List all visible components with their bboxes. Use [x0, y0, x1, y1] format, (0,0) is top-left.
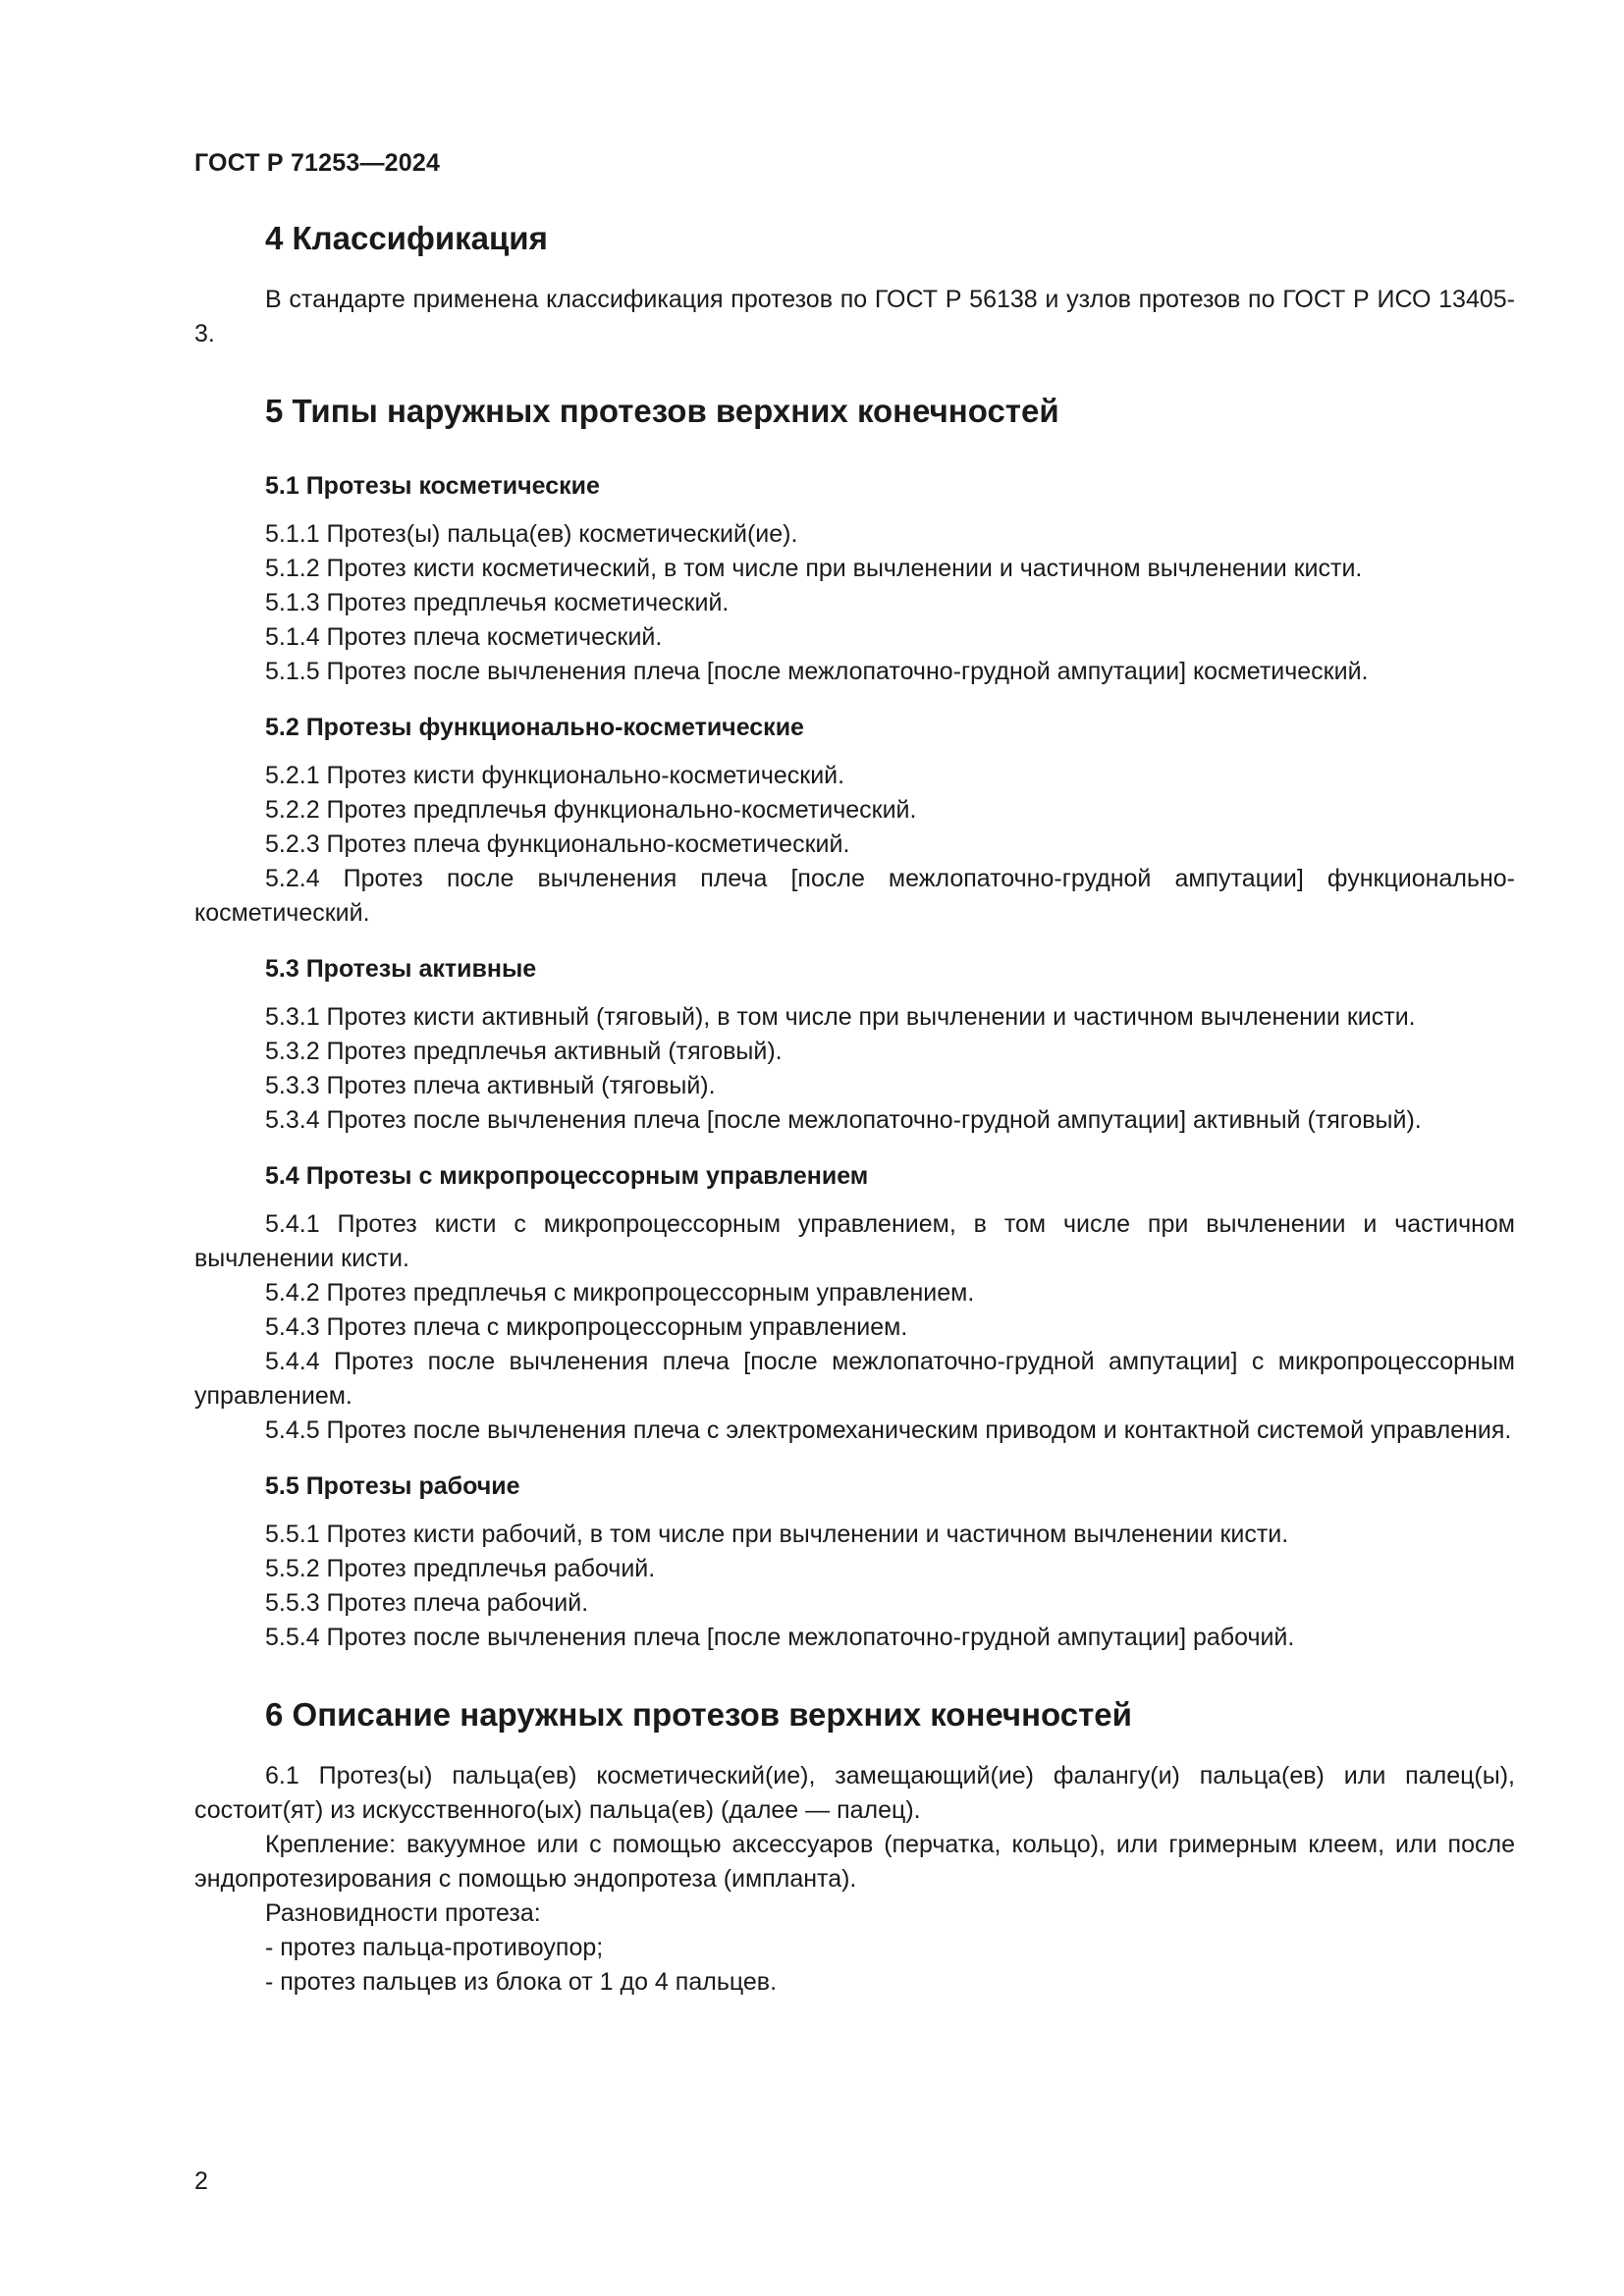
item-5-3-4: 5.3.4 Протез после вычленения плеча [после межлопаточно-грудной ампутации] активный (тяговый).: [265, 1106, 1422, 1134]
item-5-5-1: 5.5.1 Протез кисти рабочий, в том числе при вычленении и частичном вычленении кисти.: [265, 1521, 1289, 1548]
section-4-text: В стандарте применена классификация протезов по ГОСТ Р 56138 и узлов протезов по ГОСТ Р ИСО 13405-3.: [194, 286, 1515, 347]
paragraph-6-1: 6.1 Протез(ы) пальца(ев) косметический(ие), замещающий(ие) фалангу(и) пальца(ев) или палец(ы), состоит(ят) из искусственного(ых) пальца(ев) (далее — палец).: [194, 1762, 1515, 1824]
item-5-1-5: 5.1.5 Протез после вычленения плеча [после межлопаточно-грудной ампутации] косметический.: [265, 658, 1369, 685]
item-5-1-2: 5.1.2 Протез кисти косметический, в том числе при вычленении и частичном вычленении кисти.: [265, 555, 1363, 582]
item-5-4-2: 5.4.2 Протез предплечья с микропроцессорным управлением.: [265, 1279, 975, 1307]
section-5-3-title: 5.3 Протезы активные: [265, 955, 537, 983]
item-5-1-1: 5.1.1 Протез(ы) пальца(ев) косметический(ие).: [265, 520, 798, 548]
section-5-4-title: 5.4 Протезы с микропроцессорным управлением: [265, 1162, 869, 1190]
variants-heading: Разновидности протеза:: [265, 1899, 541, 1927]
item-5-3-2: 5.3.2 Протез предплечья активный (тяговый).: [265, 1038, 783, 1065]
item-5-4-3: 5.4.3 Протез плеча с микропроцессорным управлением.: [265, 1313, 908, 1341]
section-5-2-title: 5.2 Протезы функционально-косметические: [265, 714, 804, 741]
item-5-4-1: 5.4.1 Протез кисти с микропроцессорным управлением, в том числе при вычленении и частичном вычленении кисти.: [194, 1210, 1515, 1272]
attachment-paragraph: Крепление: вакуумное или с помощью аксессуаров (перчатка, кольцо), или гримерным клеем, или после эндопротезирования с помощью эндопротеза (импланта).: [194, 1831, 1515, 1893]
item-5-5-2: 5.5.2 Протез предплечья рабочий.: [265, 1555, 656, 1582]
section-4-title: 4 Классификация: [265, 220, 548, 256]
document-id: ГОСТ Р 71253—2024: [194, 149, 441, 177]
item-5-2-4: 5.2.4 Протез после вычленения плеча [после межлопаточно-грудной ампутации] функционально-косметический.: [194, 865, 1515, 927]
list-item: - протез пальца-противоупор;: [265, 1934, 604, 1961]
document-body: [194, 218, 1515, 2000]
section-5-5-title: 5.5 Протезы рабочие: [265, 1472, 520, 1500]
item-5-2-2: 5.2.2 Протез предплечья функционально-косметический.: [265, 796, 917, 824]
item-5-4-5: 5.4.5 Протез после вычленения плеча с электромеханическим приводом и контактной системой управления.: [265, 1416, 1512, 1444]
section-5-title: 5 Типы наружных протезов верхних конечностей: [265, 393, 1059, 429]
item-5-5-3: 5.5.3 Протез плеча рабочий.: [265, 1589, 589, 1617]
page-number: 2: [194, 2167, 208, 2195]
item-5-4-4: 5.4.4 Протез после вычленения плеча [после межлопаточно-грудной ампутации] с микропроцессорным управлением.: [194, 1348, 1515, 1410]
item-5-1-3: 5.1.3 Протез предплечья косметический.: [265, 589, 730, 616]
section-6-title: 6 Описание наружных протезов верхних конечностей: [265, 1696, 1132, 1733]
section-5-1-title: 5.1 Протезы косметические: [265, 472, 600, 500]
item-5-3-3: 5.3.3 Протез плеча активный (тяговый).: [265, 1072, 716, 1099]
item-5-5-4: 5.5.4 Протез после вычленения плеча [после межлопаточно-грудной ампутации] рабочий.: [265, 1624, 1295, 1651]
item-5-2-1: 5.2.1 Протез кисти функционально-косметический.: [265, 762, 845, 789]
item-5-2-3: 5.2.3 Протез плеча функционально-косметический.: [265, 830, 850, 858]
item-5-1-4: 5.1.4 Протез плеча косметический.: [265, 623, 663, 651]
list-item: - протез пальцев из блока от 1 до 4 пальцев.: [265, 1968, 778, 1996]
item-5-3-1: 5.3.1 Протез кисти активный (тяговый), в том числе при вычленении и частичном вычленении кисти.: [265, 1003, 1416, 1031]
